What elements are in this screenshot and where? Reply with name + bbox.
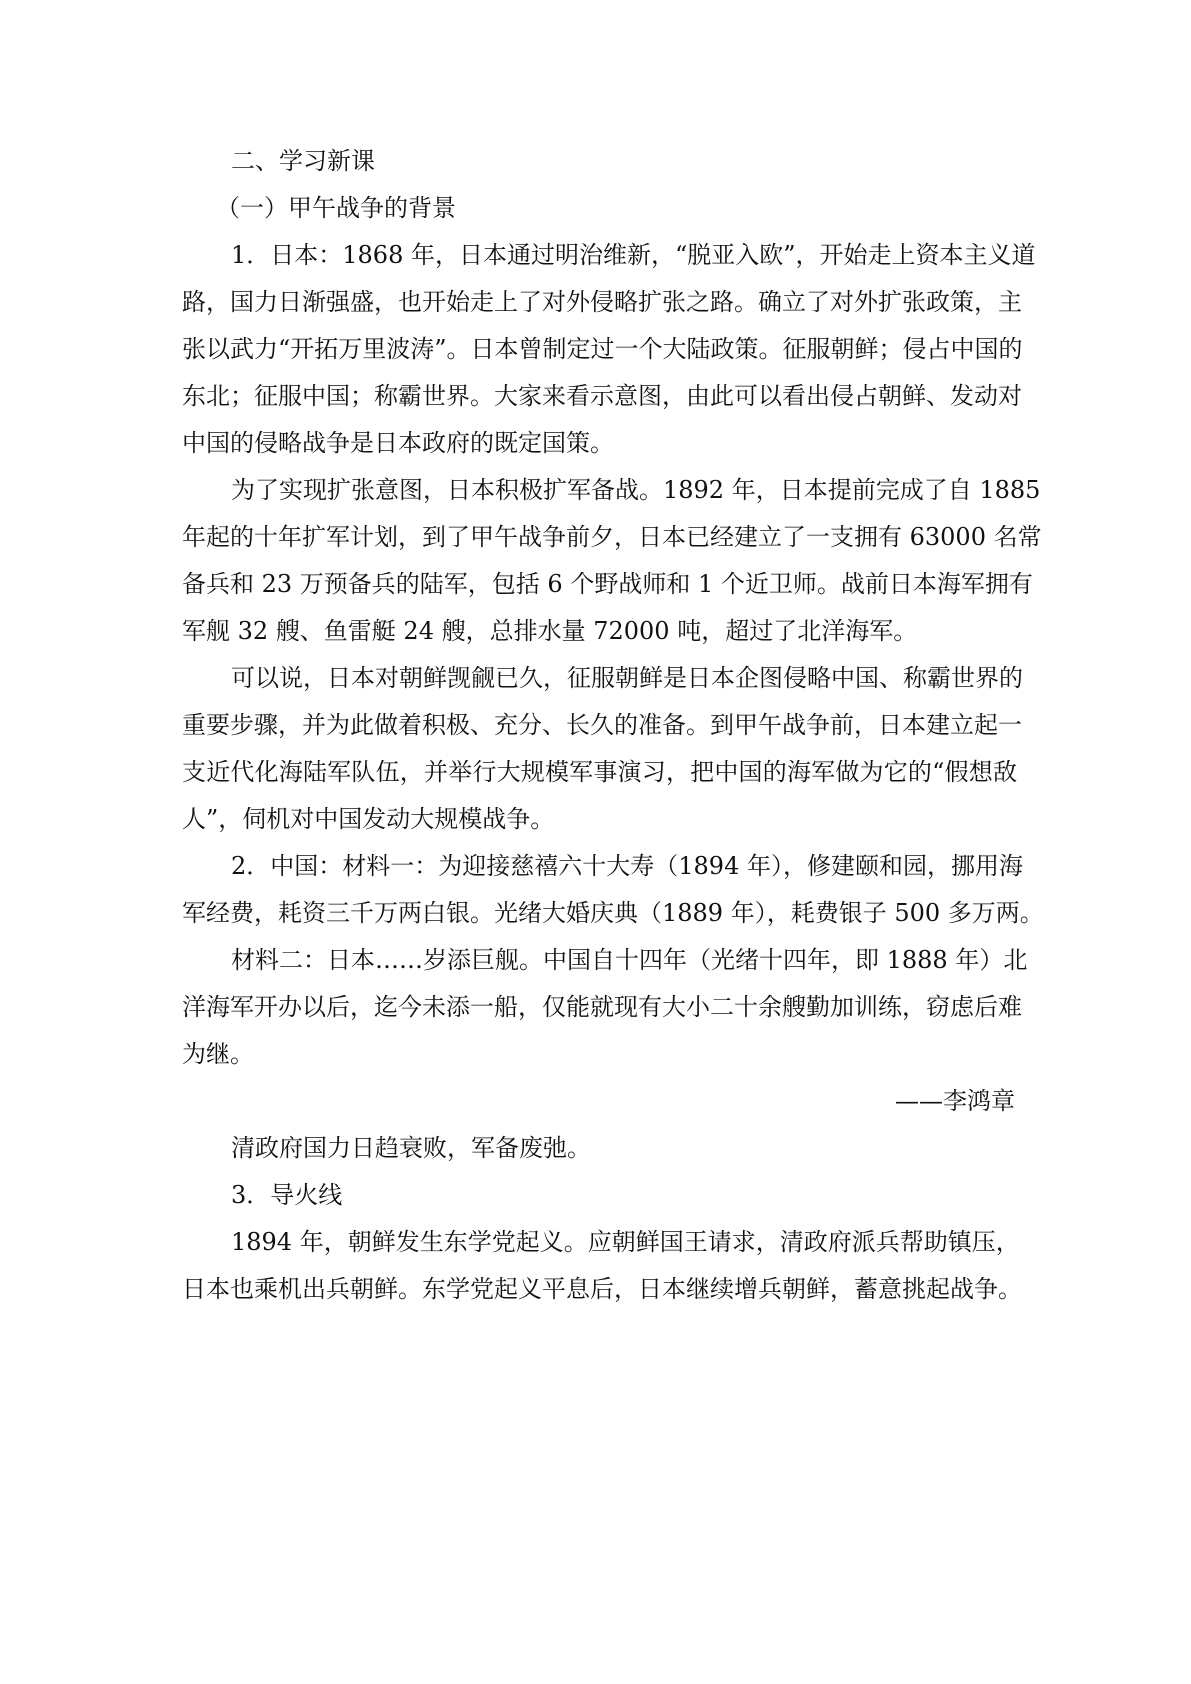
material-two-paragraph [182,937,1028,1125]
paragraph-line: 1．日本：1868 年，日本通过明治维新，“脱亚入欧”，开始走上资本主义道 [231,241,1036,269]
paragraph-line: 军舰 32 艘、鱼雷艇 24 艘，总排水量 72000 吨，超过了北洋海军。 [182,617,918,645]
paragraph-line: 年起的十年扩军计划，到了甲午战争前夕，日本已经建立了一支拥有 63000 名常 [182,523,1042,551]
paragraph-line: 东北；征服中国；称霸世界。大家来看示意图，由此可以看出侵占朝鲜、发动对 [182,382,1022,410]
japan-paragraph [182,232,1036,467]
paragraph-line: 2．中国：材料一：为迎接慈禧六十大寿（1894 年），修建颐和园，挪用海 [231,852,1023,880]
paragraph-line: 备兵和 23 万预备兵的陆军，包括 6 个野战师和 1 个近卫师。战前日本海军拥有 [182,570,1033,598]
section-title: 二、学习新课 [231,147,375,175]
paragraph-line: 日本也乘机出兵朝鲜。东学党起义平息后，日本继续增兵朝鲜，蓄意挑起战争。 [182,1275,1022,1303]
paragraph-line: 中国的侵略战争是日本政府的既定国策。 [182,429,614,457]
paragraph-line: 重要步骤，并为此做着积极、充分、长久的准备。到甲午战争前，日本建立起一 [182,711,1022,739]
military-paragraph [182,467,1042,655]
paragraph-line: 为继。 [182,1040,254,1068]
conclusion-line: 清政府国力日趋衰败，军备废弛。 [231,1134,591,1162]
china-paragraph [182,843,1044,937]
paragraph-line: 张以武力“开拓万里波涛”。日本曾制定过一个大陆政策。征服朝鲜；侵占中国的 [182,335,1023,363]
paragraph-line: 路，国力日渐强盛，也开始走上了对外侵略扩张之路。确立了对外扩张政策，主 [182,288,1022,316]
paragraph-line: 支近代化海陆军队伍，并举行大规模军事演习，把中国的海军做为它的“假想敌 [182,758,1017,786]
paragraph-line: 军经费，耗资三千万两白银。光绪大婚庆典（1889 年），耗费银子 500 多万两。 [182,899,1044,927]
fuse-section [182,1172,1022,1313]
paragraph-line: 为了实现扩张意图，日本积极扩军备战。1892 年，日本提前完成了自 1885 [231,476,1041,504]
subsection-title: （一）甲午战争的背景 [216,194,456,222]
korea-paragraph [182,655,1023,843]
paragraph-line: 洋海军开办以后，迄今未添一船，仅能就现有大小二十余艘勤加训练，窃虑后难 [182,993,1022,1021]
paragraph-line: 可以说，日本对朝鲜觊觎已久，征服朝鲜是日本企图侵略中国、称霸世界的 [231,664,1023,692]
quote-attribution: ——李鸿章 [895,1087,1015,1115]
document-page [182,138,1044,1313]
fuse-heading: 3．导火线 [231,1181,343,1209]
paragraph-line: 人”，伺机对中国发动大规模战争。 [182,805,555,833]
paragraph-line: 1894 年，朝鲜发生东学党起义。应朝鲜国王请求，清政府派兵帮助镇压， [231,1228,1020,1256]
paragraph-line: 材料二：日本……岁添巨舰。中国自十四年（光绪十四年，即 1888 年）北 [231,946,1028,974]
